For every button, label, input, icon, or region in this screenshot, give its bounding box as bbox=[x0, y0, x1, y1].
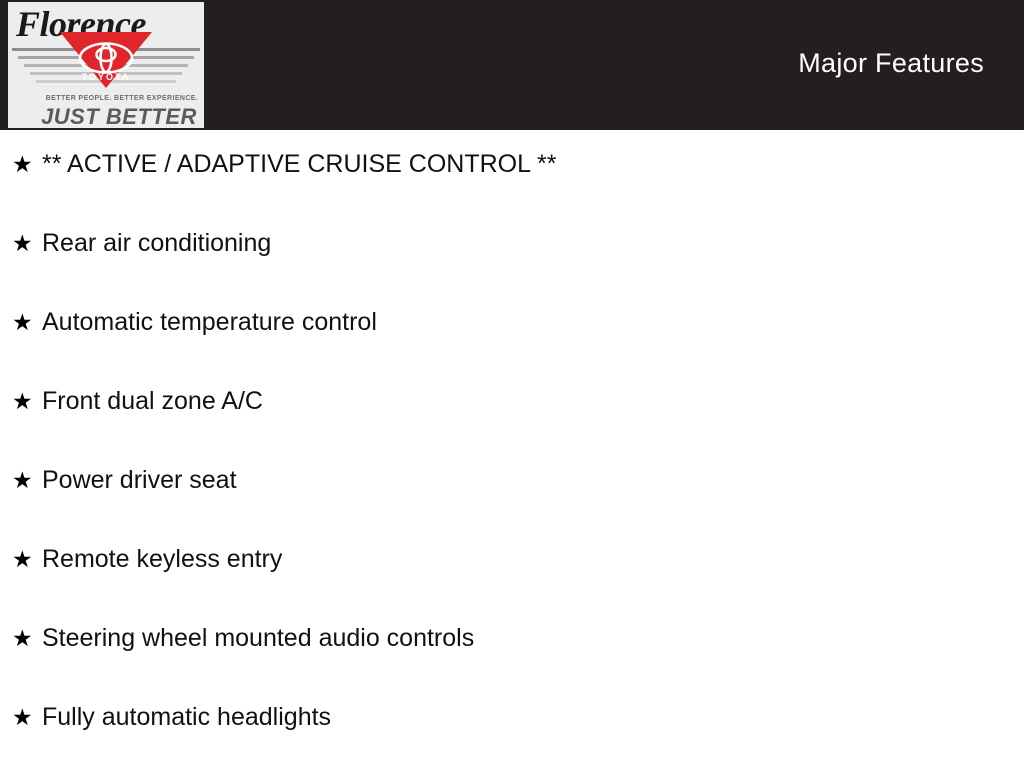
logo-brand-name: TOYOTA bbox=[81, 72, 131, 82]
list-item-label: Front dual zone A/C bbox=[42, 387, 263, 415]
list-item bbox=[0, 308, 1024, 387]
star-bullet-icon: ★ bbox=[12, 230, 33, 256]
list-item-label: Power driver seat bbox=[42, 466, 237, 494]
list-item-label: Fully automatic headlights bbox=[42, 703, 332, 731]
list-item bbox=[0, 150, 1024, 229]
star-bullet-icon: ★ bbox=[12, 151, 33, 177]
list-item bbox=[0, 387, 1024, 466]
list-item-label: Automatic temperature control bbox=[42, 308, 377, 336]
star-bullet-icon: ★ bbox=[12, 309, 33, 335]
page-title: Major Features bbox=[798, 48, 984, 78]
list-item bbox=[0, 229, 1024, 308]
list-item bbox=[0, 624, 1024, 703]
list-item bbox=[0, 545, 1024, 624]
list-item-label: ** ACTIVE / ADAPTIVE CRUISE CONTROL ** bbox=[42, 150, 557, 178]
list-item bbox=[0, 466, 1024, 545]
logo-slogan: JUST BETTER bbox=[41, 104, 197, 128]
list-item-label: Rear air conditioning bbox=[42, 229, 272, 257]
logo-tagline: BETTER PEOPLE. BETTER EXPERIENCE. bbox=[45, 95, 199, 102]
toyota-emblem-icon bbox=[78, 42, 134, 74]
star-bullet-icon: ★ bbox=[12, 388, 33, 414]
page-header bbox=[0, 0, 1024, 130]
star-bullet-icon: ★ bbox=[12, 467, 33, 493]
feature-list bbox=[0, 130, 1024, 782]
star-bullet-icon: ★ bbox=[12, 625, 33, 651]
star-bullet-icon: ★ bbox=[12, 546, 33, 572]
dealer-logo bbox=[8, 2, 204, 128]
list-item bbox=[0, 703, 1024, 782]
logo-dealer-name: Florence bbox=[16, 4, 146, 44]
list-item-label: Steering wheel mounted audio controls bbox=[42, 624, 475, 652]
list-item-label: Remote keyless entry bbox=[42, 545, 283, 573]
star-bullet-icon: ★ bbox=[12, 704, 33, 730]
